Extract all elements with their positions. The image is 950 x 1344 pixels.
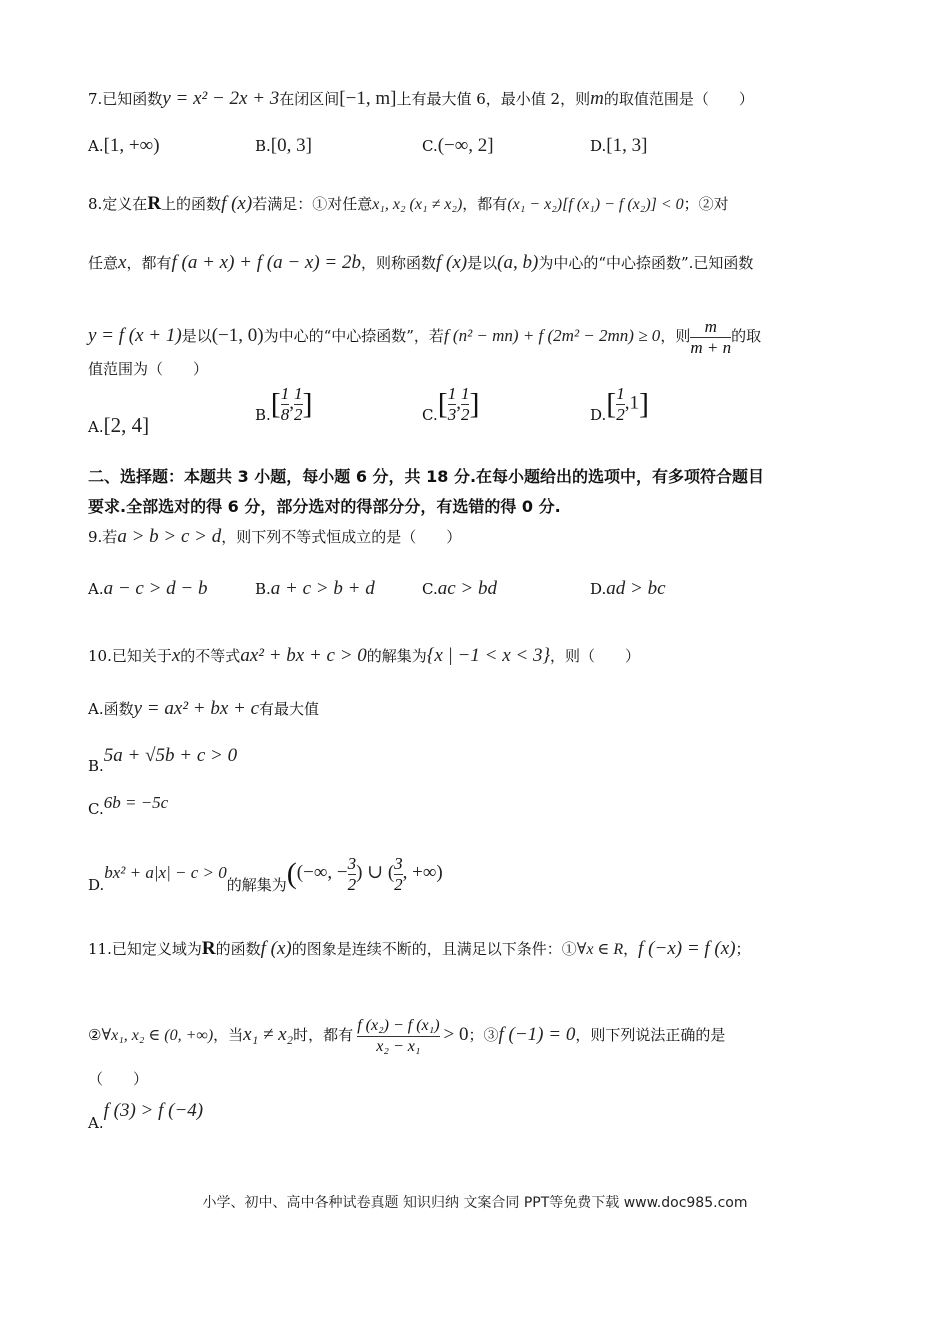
- frac-den: 3: [447, 405, 457, 424]
- q8-option-a[interactable]: [88, 405, 149, 447]
- option-value: [1, +∞): [103, 135, 160, 156]
- q11-line3: [88, 1068, 148, 1090]
- q8-text: ；②对: [683, 195, 729, 213]
- q7-option-a[interactable]: [88, 135, 160, 157]
- q11-text: （ ）: [88, 1070, 149, 1088]
- q8-text: ，都有: [126, 254, 172, 272]
- frac-num: 1: [294, 384, 303, 403]
- comma: ,: [624, 392, 630, 414]
- option-value: [0, 3]: [270, 135, 312, 156]
- frac-num: m: [704, 316, 717, 336]
- q8-text: 任意: [88, 254, 119, 272]
- frac: [348, 855, 357, 894]
- option-label: D.: [590, 406, 607, 424]
- q11-eq3: f (−1) = 0: [498, 1024, 576, 1045]
- q7-interval: [−1, m]: [339, 88, 397, 109]
- q10-prefix: 10.已知关于: [88, 647, 172, 665]
- frac-den: x₂ − x₁: [376, 1037, 421, 1055]
- real-set-symbol: R: [147, 193, 162, 214]
- q11-text: ，当: [213, 1026, 244, 1044]
- frac-num: 1: [616, 384, 625, 403]
- frac-den: 2: [460, 405, 470, 424]
- option-label: B.: [255, 580, 271, 598]
- frac-num: 1: [280, 384, 290, 403]
- paren-left: (: [286, 857, 297, 890]
- section2-text: 要求.全部选对的得 6 分，部分选对的得部分分，有选错的得 0 分.: [88, 497, 561, 516]
- q8-center: (a, b): [497, 252, 539, 273]
- bracket-right: ]: [639, 387, 650, 421]
- q11-fraction: [357, 1017, 439, 1056]
- q8-text: 为中心的“中心捺函数”，若: [263, 327, 444, 345]
- option-func: y = ax² + bx + c: [133, 698, 260, 719]
- q8-line1: [88, 193, 729, 216]
- frac-bar: [357, 1036, 439, 1037]
- option-value: ac > bd: [437, 578, 497, 599]
- real-set-symbol: R: [201, 938, 216, 959]
- q11-fx: f (x): [260, 938, 292, 959]
- q10-option-b[interactable]: [88, 745, 238, 775]
- footer-text: 小学、初中、高中各种试卷真题 知识归纳 文案合同 PPT等免费下载 www.doc985.com: [202, 1195, 748, 1211]
- q10-stem: [88, 645, 640, 667]
- q9-stem: [88, 526, 461, 548]
- frac-den: m + n: [690, 337, 732, 357]
- q8-cond: x₁, x₂ (x₁ ≠ x₂): [372, 196, 463, 213]
- option-value: 1: [629, 392, 640, 414]
- q11-option-a[interactable]: [88, 1100, 204, 1132]
- q9-option-d[interactable]: [590, 578, 666, 600]
- q7-func: y = x² − 2x + 3: [162, 88, 280, 109]
- option-label: A.: [88, 137, 104, 155]
- q10-set: {x | −1 < x < 3}: [426, 645, 551, 666]
- q8-text: ，则: [660, 327, 691, 345]
- section2-heading-line1: [88, 466, 764, 488]
- q11-text: ，则下列说法正确的是: [575, 1026, 726, 1044]
- q8-ineq2: f (n² − mn) + f (2m² − 2mn) ≥ 0: [443, 326, 661, 345]
- q8-text: 的取: [731, 327, 762, 345]
- q8-text: 为中心的“中心捺函数”.已知函数: [538, 254, 754, 272]
- option-expr: f (3) > f (−4): [103, 1100, 204, 1121]
- q8-func: y = f (x + 1): [88, 325, 182, 346]
- frac-num: 3: [394, 853, 403, 873]
- q8-text: ，都有: [462, 195, 508, 213]
- q10-suffix: ，则（ ）: [550, 647, 641, 665]
- section2-text: 二、选择题：本题共 3 小题，每小题 6 分，共 18 分.在每小题给出的选项中，有多项符合题目: [88, 467, 765, 486]
- q9-option-b[interactable]: [255, 578, 375, 600]
- option-set-left: (−∞, −: [296, 862, 348, 883]
- bracket-left: [: [437, 387, 448, 421]
- option-text: 有最大值: [259, 700, 320, 718]
- q10-text: 的不等式: [180, 647, 241, 665]
- q8-eq: f (a + x) + f (a − x) = 2b: [171, 252, 361, 273]
- q10-x: x: [171, 645, 181, 666]
- option-label: D.: [590, 580, 607, 598]
- option-label: A.: [88, 1114, 104, 1132]
- q7-option-b[interactable]: [255, 135, 312, 157]
- q8-line2: [88, 252, 753, 274]
- q7-option-c[interactable]: [422, 135, 494, 157]
- q7-option-d[interactable]: [590, 135, 647, 157]
- option-text: 的解集为: [226, 876, 287, 894]
- option-label: B.: [88, 757, 104, 775]
- q11-cond1: ∀x ∈ R: [576, 941, 624, 958]
- option-label: C.: [88, 800, 104, 818]
- q8-text: 是以: [467, 254, 498, 272]
- q11-neq: x₁ ≠ x₂: [243, 1024, 294, 1045]
- q7-suffix: 的取值范围是（ ）: [603, 90, 754, 108]
- q8-fraction: [690, 318, 731, 357]
- option-expr: 6b = −5c: [103, 793, 169, 812]
- q9-option-c[interactable]: [422, 578, 497, 600]
- frac: [616, 385, 625, 424]
- q11-text: 的图象是连续不断的，且满足以下条件：①: [291, 940, 577, 958]
- bracket-right: ]: [302, 387, 313, 421]
- q8-option-b[interactable]: [255, 385, 313, 424]
- q8-text: ，则称函数: [361, 254, 437, 272]
- q11-line2: [88, 1010, 725, 1061]
- option-label: C.: [422, 406, 438, 424]
- bracket-left: [: [606, 387, 617, 421]
- q10-text: 的解集为: [366, 647, 427, 665]
- option-label: A.: [88, 700, 104, 718]
- frac-den: 2: [294, 405, 303, 424]
- q11-text: 的函数: [215, 940, 261, 958]
- frac-den: 2: [394, 874, 403, 894]
- q9-prefix: 9.若: [88, 528, 118, 546]
- q10-option-c[interactable]: [88, 793, 169, 818]
- q11-text: ，: [623, 940, 639, 958]
- q11-gt0: > 0: [443, 1024, 469, 1045]
- option-value: (−∞, 2]: [437, 135, 494, 156]
- option-label: A.: [88, 580, 104, 598]
- frac-den: 2: [616, 405, 625, 424]
- q10-option-d[interactable]: [88, 848, 443, 899]
- q11-text: 时，都有: [293, 1026, 354, 1044]
- q8-text: 值范围为（ ）: [88, 360, 209, 378]
- option-label: A.: [88, 418, 104, 436]
- q9-option-a[interactable]: [88, 578, 208, 600]
- q8-fx2: f (x): [436, 252, 468, 273]
- bracket-right: ]: [469, 387, 480, 421]
- q8-ineq: (x₁ − x₂)[f (x₁) − f (x₂)] < 0: [507, 196, 684, 213]
- q8-center2: (−1, 0): [211, 325, 264, 346]
- q11-line1: [88, 938, 751, 961]
- section2-heading-line2: [88, 496, 561, 518]
- option-label: D.: [88, 876, 105, 894]
- frac-num: 3: [347, 853, 357, 873]
- frac: [294, 385, 303, 424]
- q7-prefix: 7.已知函数: [88, 90, 163, 108]
- option-label: B.: [255, 406, 271, 424]
- option-label: C.: [422, 580, 438, 598]
- option-expr: 5a + √5b + c > 0: [103, 745, 238, 766]
- q8-line4: [88, 358, 208, 380]
- q8-option-d[interactable]: [590, 385, 649, 424]
- frac: [394, 855, 403, 894]
- q8-line3: [88, 314, 761, 358]
- frac-num: f (x₂) − f (x₁): [357, 1016, 440, 1034]
- frac-num: 1: [460, 384, 470, 403]
- q11-text: ②: [88, 1026, 102, 1044]
- frac-den: 8: [280, 405, 290, 424]
- page-footer: [0, 1192, 950, 1212]
- q8-prefix: 8.定义在: [88, 195, 148, 213]
- option-value: a + c > b + d: [270, 578, 375, 599]
- q9-cond: a > b > c > d: [117, 526, 222, 547]
- q7-mid2: 上有最大值 6，最小值 2，则: [396, 90, 591, 108]
- comma: ,: [456, 392, 461, 414]
- option-union: ) ∪ (: [356, 862, 395, 883]
- option-value: [1, 3]: [606, 135, 648, 156]
- bracket-left: [: [270, 387, 281, 421]
- option-value: a − c > d − b: [103, 578, 208, 599]
- q8-x: x: [118, 252, 127, 273]
- option-label: C.: [422, 137, 438, 155]
- q8-text: 若满足：①对任意: [252, 195, 373, 213]
- q8-text: 是以: [181, 327, 212, 345]
- q10-option-a[interactable]: [88, 698, 319, 720]
- option-text: 函数: [103, 700, 134, 718]
- option-set-right: , +∞): [402, 862, 443, 883]
- q9-suffix: ，则下列不等式恒成立的是（ ）: [221, 528, 462, 546]
- option-value: ad > bc: [606, 578, 666, 599]
- q7-var: m: [590, 88, 604, 109]
- q11-cond2: ∀x₁, x₂ ∈ (0, +∞): [101, 1027, 214, 1044]
- q10-ineq: ax² + bx + c > 0: [240, 645, 367, 666]
- q7-mid1: 在闭区间: [279, 90, 340, 108]
- option-expr: bx² + a|x| − c > 0: [104, 863, 227, 882]
- frac-den: 2: [347, 874, 357, 894]
- q8-fx: f (x): [221, 193, 253, 214]
- q7-stem: [88, 88, 754, 110]
- q8-text: 上的函数: [161, 195, 222, 213]
- frac-num: 1: [447, 384, 457, 403]
- q11-text: ；: [735, 940, 751, 958]
- option-label: B.: [255, 137, 271, 155]
- comma: ,: [289, 392, 295, 414]
- q11-eq1: f (−x) = f (x): [638, 938, 736, 959]
- q8-option-c[interactable]: [422, 385, 479, 424]
- option-label: D.: [590, 137, 607, 155]
- frac: [448, 385, 457, 424]
- option-value: [2, 4]: [103, 413, 150, 437]
- q11-text: ；③: [468, 1026, 499, 1044]
- q11-prefix: 11.已知定义域为: [88, 940, 202, 958]
